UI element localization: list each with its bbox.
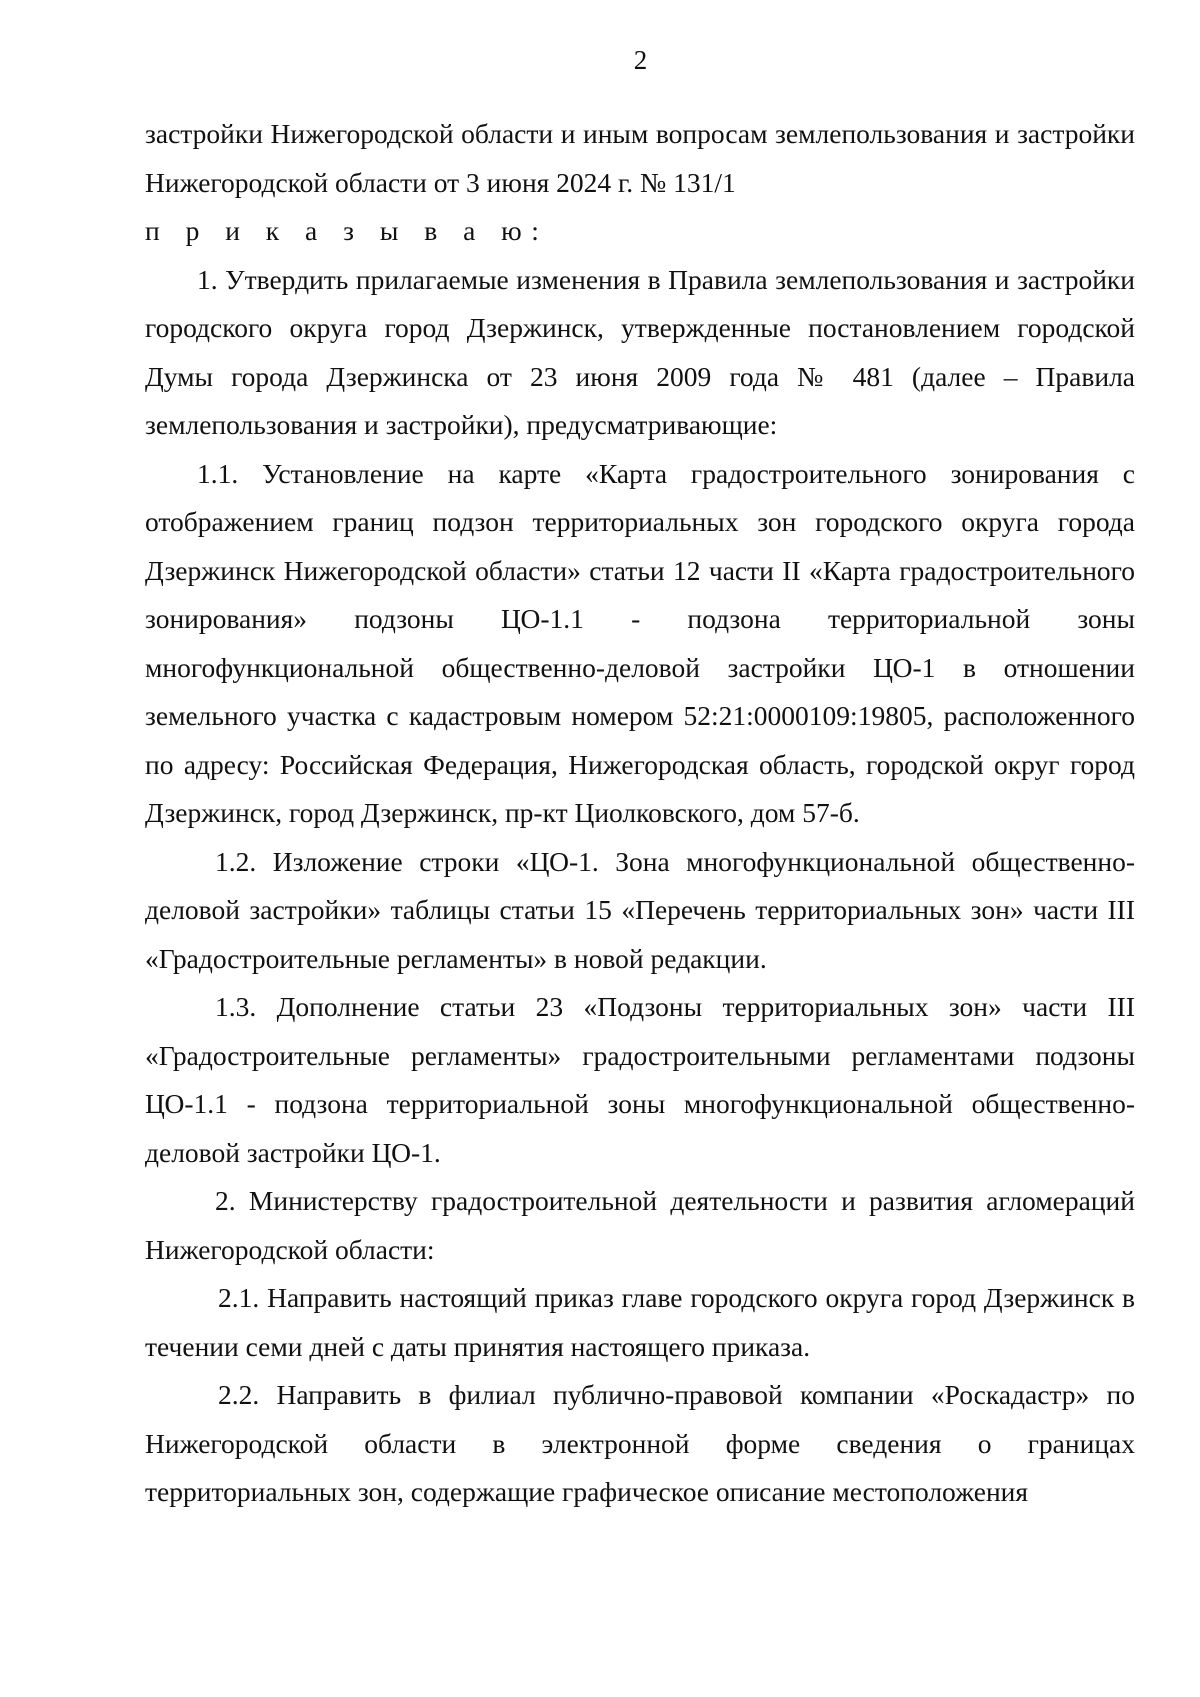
paragraph-item-2: 2. Министерству градостроительной деятельности и развития агломераций Нижегородской области: [145,1185,1135,1265]
paragraph-item-2-2: 2.2. Направить в филиал публично-правовой компании «Роскадастр» по Нижегородской области в электронной форме сведения о границах территориальных зон, содержащие графическое описание местоположения [145,1379,1135,1507]
paragraph-item-1: 1. Утвердить прилагаемые изменения в Правила землепользования и застройки городского округа город Дзержинск, утвержденные постановлением городской Думы города Дзержинска от 23 июня 2009 года № 481 (далее – Правила землепользования и застройки), предусматривающие: [145,263,1135,440]
paragraph-item-2-1: 2.1. Направить настоящий приказ главе городского округа город Дзержинск в течении семи дней с даты принятия настоящего приказа. [145,1282,1135,1362]
paragraph-item-1-2: 1.2. Изложение строки «ЦО-1. Зона многофункциональной общественно-деловой застройки» таблицы статьи 15 «Перечень территориальных зон» части III «Градостроительные регламенты» в новой редакции. [145,845,1135,974]
page-number: 2 [633,45,648,75]
document-body [145,110,1135,1517]
paragraph-continuation: застройки Нижегородской области и иным вопросам землепользования и застройки Нижегородской области от 3 июня 2024 г. № 131/1 [145,118,1135,198]
paragraph-order-word: п р и к а з ы в а ю: [145,215,549,246]
paragraph-item-1-1: 1.1. Установление на карте «Карта градостроительного зонирования с отображением границ подзон территориальных зон городского округа города Дзержинск Нижегородской области» статьи 12 части II «Карта градостроительного зонирования» подзоны ЦО-1.1 - подзона территориальной зоны многофункциональной общественно-деловой застройки ЦО-1 в отношении земельного участка с кадастровым номером 52:21:0000109:19805, расположенного по адресу: Российская Федерация, Нижегородская область, городской округ город Дзержинск, город Дзержинск, пр-кт Циолковского, дом 57-б. [145,457,1135,828]
paragraph-item-1-3: 1.3. Дополнение статьи 23 «Подзоны территориальных зон» части III «Градостроительные регламенты» градостроительными регламентами подзоны ЦО-1.1 - подзона территориальной зоны многофункциональной общественно-деловой застройки ЦО-1. [145,991,1135,1168]
